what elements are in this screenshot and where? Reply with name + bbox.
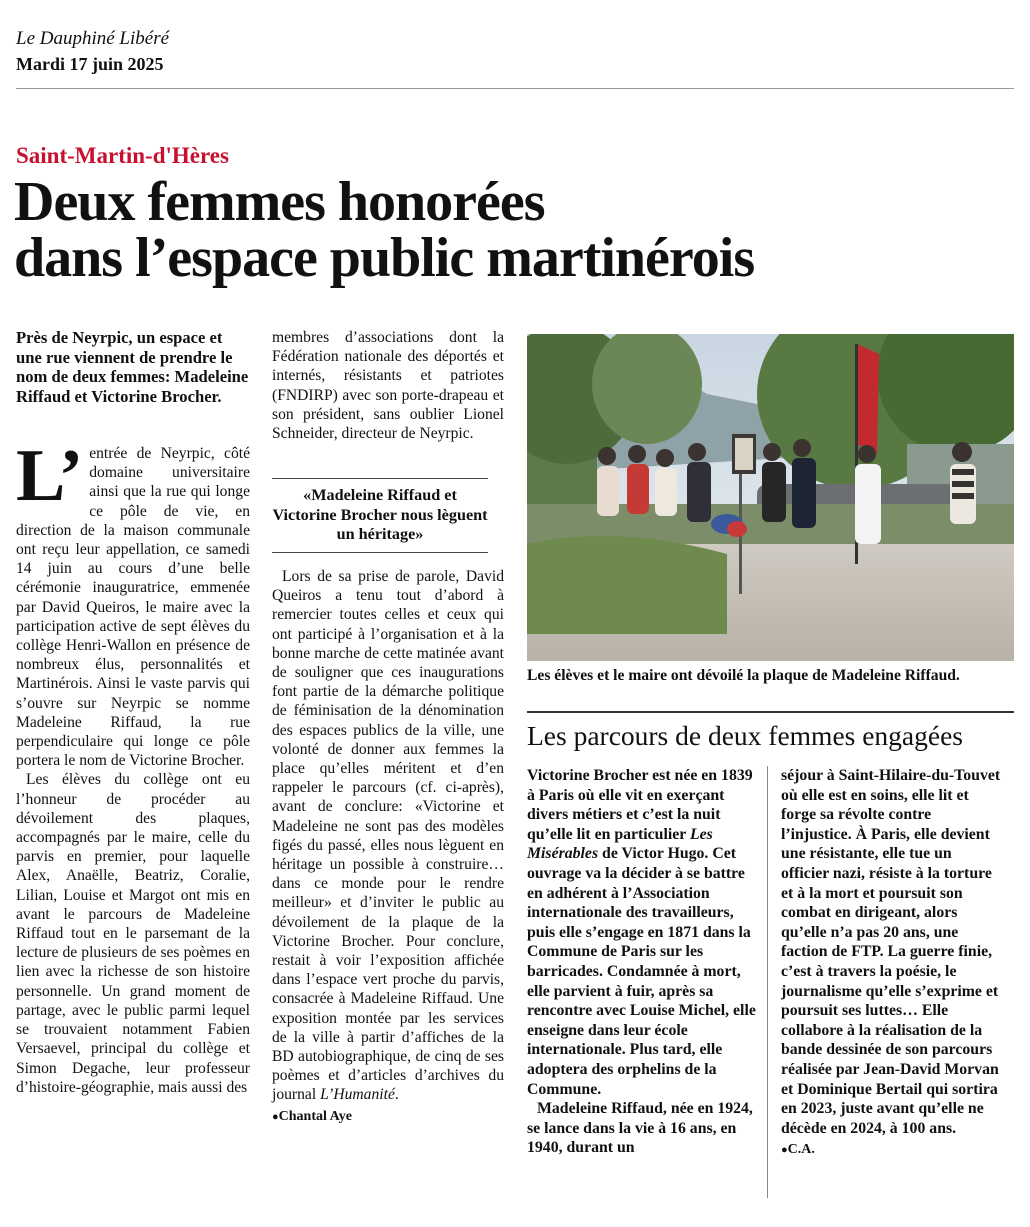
book-title: Les Misérables [527, 825, 713, 863]
paragraph-2-continued: membres d’associations dont la Fédération nationale des déportés et internés, résistants et patriotes (FNDIRP) avec son porte-drapeau et son président, sans oublier Lionel Schneider, directeur de Neyrpic. [272, 329, 504, 443]
article-headline [14, 171, 1014, 289]
headline-line-1: Deux femmes honorées [14, 171, 545, 233]
box-divider [527, 711, 1014, 713]
paragraph-1 [16, 435, 250, 770]
box-column-rule [767, 766, 768, 1198]
signature-bullet: ● [272, 1110, 279, 1123]
box-signature-name: C.A. [787, 1142, 815, 1158]
box-paragraph-2: Madeleine Riffaud, née en 1924, se lance dans la vie à 16 ans, en 1940, durant un [527, 1100, 753, 1157]
paragraph-3-end: . [394, 1086, 399, 1104]
box-paragraph-1 [527, 766, 757, 1099]
article-photo [527, 334, 1014, 661]
article-lead: Près de Neyrpic, un espace et une rue viennent de prendre le nom de deux femmes: Madeleine Riffaud et Victorine Brocher. [16, 328, 249, 406]
header-divider [16, 88, 1014, 89]
signature-name: Chantal Aye [278, 1108, 352, 1124]
paragraph-1-text: entrée de Neyrpic, côté domaine universitaire ainsi que la rue qui longe ce pôle de vie, en direction de la maison communale ont reçu leur appellation, ce samedi 14 juin au cours d’une belle cérémonie inauguratrice, emmenée par David Queiros, le maire avec la participation active de sept élèves du collège Henri-Wallon en présence de nombreux élus, personnalités et Martinérois. Ainsi le vaste parvis qui s’ouvre sur Neyrpic se nomme Madeleine Riffaud, la rue perpendiculaire qui longe ce pôle portera le nom de Victorine Brocher. [16, 445, 250, 770]
box-title: Les parcours de deux femmes engagées [527, 720, 963, 751]
drop-cap: L’ [16, 435, 84, 517]
photo-caption: Les élèves et le maire ont dévoilé la plaque de Madeleine Riffaud. [527, 667, 960, 684]
paragraph-2: Les élèves du collège ont eu l’honneur de procéder au dévoilement des plaques, accompagnés par le maire, celle du parvis en premier, pour laquelle Alex, Anaëlle, Beatriz, Coralie, Lilian, Louise et Margot ont mis en avant le parcours de Madeleine Riffaud tout en le parsemant de la lecture de plusieurs de ses poèmes en lien avec la richesse de son histoire personnelle. Un grand moment de partage, avec le public parmi lequel se trouvaient notamment Fabien Versaevel, principal du collège et Simon Degache, leur professeur d’histoire-géographie, mais aussi des [16, 771, 250, 1096]
article-column-2-bottom [272, 567, 504, 1127]
box-signature [781, 1140, 1003, 1161]
box-paragraph-1-text: Victorine Brocher est née en 1839 à Paris où elle vit en exerçant divers métiers et c’est la nuit qu’elle lit en particulier [527, 767, 753, 843]
paragraph-3-text: Lors de sa prise de parole, David Queiros a tenu tout d’abord à remercier toutes celles et ceux qui ont participé à l’organisation et à la bonne marche de cette matinée avant de souligner que ces inaugurations font partie de la démarche politique de féminisation de la dénomination des espaces publics de la ville, une volonté de donner aux femmes la place qu’elles méritent et d’en rappeler le parcours (cf. ci-après), avant de conclure: «Victorine et Madeleine ne sont pas des modèles figés du passé, elles nous lèguent en héritage un possible à construire… dans ce monde pour le rendre meilleur» et d’inviter le public au dévoilement de la plaque de la Victorine Brocher. Pour conclure, restait à voir l’exposition affichée dans l’espace vert proche du parvis, consacrée à Madeleine Riffaud. Une exposition montée par les services de la ville à partir d’affiches de la BD autobiographique, de cinq de ses poèmes et d’articles d’archives du journal [272, 568, 504, 1104]
box-paragraph-3: séjour à Saint-Hilaire-du-Touvet où elle est en soins, elle lit et forge sa révolte contre l’injustice. À Paris, elle devient une résistante, elle tue un officier nazi, résiste à la torture et à la mort et poursuit son combat en dirigeant, alors qu’elle n’a pas 20 ans, une faction de FTP. La guerre finie, c’est à travers la poésie, le journalisme qu’elle s’exprime et poursuit ses luttes… Elle collabore à la réalisation de la bande dessinée de son parcours réalisée par Jean-David Morvan et Dominique Bertail qui sortira en 2023, juste avant qu’elle ne décède en 2024, à 100 ans. [781, 767, 1001, 1137]
box-paragraph-1-end: de Victor Hugo. Cet ouvrage va la décider à se battre en adhérent à l’Association internationale des travailleurs, puis elle s’engage en 1871 dans la Commune de Paris sur les barricades. Condamnée à mort, elle parvient à fuir, après sa rencontre avec Louise Michel, elle enseigne dans leur école internationale. Plus tard, elle adoptera des orphelins de la Commune. [527, 845, 756, 1098]
newspaper-title: L’Humanité [320, 1086, 395, 1104]
photo-illustration [527, 334, 1014, 661]
box-column-1 [527, 766, 757, 1158]
publication-date: Mardi 17 juin 2025 [16, 54, 164, 74]
article-column-2-top [272, 328, 504, 443]
article-signature [272, 1107, 504, 1127]
box-column-2 [781, 766, 1003, 1161]
pull-quote: «Madeleine Riffaud et Victorine Brocher nous lèguent un héritage» [272, 478, 488, 553]
article-column-1 [16, 435, 250, 1097]
paragraph-3 [272, 567, 504, 1105]
headline-line-2: dans l’espace public martinérois [14, 227, 755, 289]
article-kicker: Saint-Martin-d'Hères [16, 143, 229, 168]
box-signature-bullet: ● [781, 1144, 788, 1157]
publication-name: Le Dauphiné Libéré [16, 28, 170, 49]
